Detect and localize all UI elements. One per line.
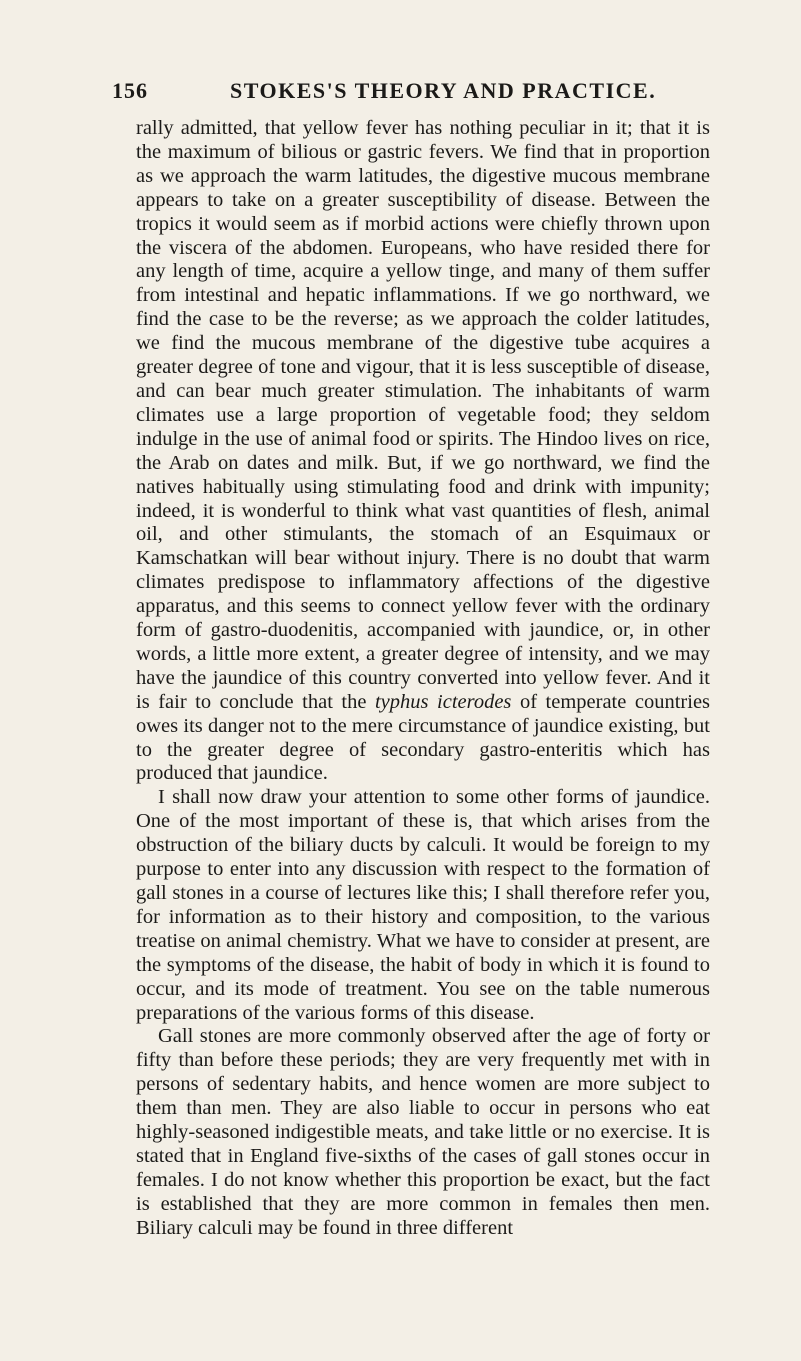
page-number: 156 bbox=[112, 78, 148, 103]
paragraph-1 bbox=[136, 117, 710, 786]
paragraph-2: I shall now draw your attention to some other forms of jaundice. One of the most important of these is, that which arises from the obstruction of the biliary ducts by calculi. It would be foreign to my purpose to enter into any discussion with respect to the formation of gall stones in a course of lectures like this; I shall therefore refer you, for information as to their history and composition, to the various treatise on animal chemistry. What we have to consider at present, are the symptoms of the disease, the habit of body in which it is found to occur, and its mode of treatment. You see on the table numerous preparations of the various forms of this disease. bbox=[136, 786, 710, 1024]
paragraph-3: Gall stones are more commonly observed after the age of forty or fifty than before these periods; they are very frequently met with in persons of sedentary habits, and hence women are more subject to them than men. They are also liable to occur in persons who eat highly-seasoned indigestible meats, and take little or no exercise. It is stated that in England five-sixths of the cases of gall stones occur in females. I do not know whether this proportion be exact, but the fact is established that they are more common in females then men. Biliary calculi may be found in three different bbox=[136, 1025, 710, 1239]
page-body bbox=[136, 117, 710, 1241]
running-title: STOKES'S THEORY AND PRACTICE. bbox=[230, 78, 657, 103]
paragraph-1-text-b: of temperate countries owes its danger not to the mere circumstance of jaundice existing, but to the greater degree of secondary gastro-enteritis which has produced that jaundice. bbox=[136, 690, 711, 785]
page-header bbox=[112, 78, 712, 106]
paragraph-1-text-a: rally admitted, that yellow fever has nothing peculiar in it; that it is the maximum of bilious or gastric fevers. We find that in proportion as we approach the warm latitudes, the digestive mucous membrane appears to take on a greater susceptibility of disease. Between the tropics it would seem as if morbid actions were chiefly thrown upon the viscera of the abdomen. Europeans, who have resided there for any length of time, acquire a yellow tinge, and many of them suffer from intestinal and hepatic inflammations. If we go northward, we find the case to be the reverse; as we approach the colder latitudes, we find the mucous membrane of the digestive tube acquires a greater degree of tone and vigour, that it is less susceptible of disease, and can bear much greater stimulation. The inhabitants of warm climates use a large proportion of vegetable food; they seldom indulge in the use of animal food or spirits. The Hindoo lives on rice, the Arab on dates and milk. But, if we go northward, we find the natives habitually using stimulating food and drink with impunity; indeed, it is wonderful to think what vast quantities of flesh, animal oil, and other stimulants, the stomach of an Esquimaux or Kamschatkan will bear without injury. There is no doubt that warm climates predispose to inflammatory affections of the digestive apparatus, and this seems to connect yellow fever with the ordinary form of gastro-duodenitis, accompanied with jaundice, or, in other words, a little more extent, a greater degree of intensity, and we may have the jaundice of this country converted into yellow fever. And it is fair to conclude that the bbox=[136, 117, 710, 713]
italic-term: typhus icterodes bbox=[374, 690, 512, 713]
